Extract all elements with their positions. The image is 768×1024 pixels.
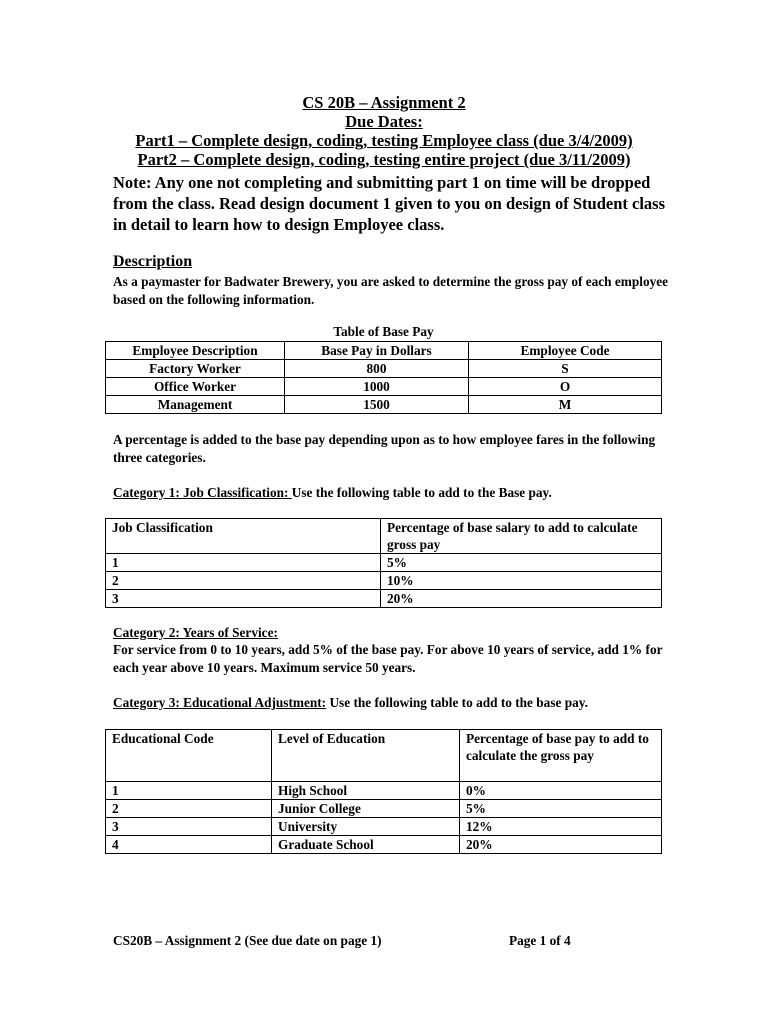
table-cell: Junior College bbox=[272, 800, 460, 818]
table-cell: 1 bbox=[106, 554, 381, 572]
table-header-cell: Employee Description bbox=[106, 342, 285, 360]
table-row bbox=[106, 818, 662, 836]
table-cell: Graduate School bbox=[272, 836, 460, 854]
category2-text: For service from 0 to 10 years, add 5% of the base pay. For above 10 years of service, add 1% for each year above 10 years. Maximum service 50 years. bbox=[113, 642, 663, 675]
table-cell: S bbox=[469, 360, 662, 378]
table-cell: 800 bbox=[285, 360, 469, 378]
course-title: CS 20B – Assignment 2 bbox=[302, 93, 466, 112]
table-cell: 20% bbox=[460, 836, 662, 854]
table-row bbox=[106, 572, 662, 590]
table-header-cell: Employee Code bbox=[469, 342, 662, 360]
table-cell: 10% bbox=[381, 572, 662, 590]
table-header-row bbox=[106, 519, 662, 554]
table-header-cell: Base Pay in Dollars bbox=[285, 342, 469, 360]
table-cell: 0% bbox=[460, 782, 662, 800]
category1-title: Category 1: Job Classification: bbox=[113, 485, 292, 500]
table-row bbox=[106, 836, 662, 854]
base-pay-table bbox=[105, 341, 662, 414]
table-row bbox=[106, 396, 662, 414]
table-header-cell: Educational Code bbox=[106, 730, 272, 782]
table-cell: Office Worker bbox=[106, 378, 285, 396]
table-cell: 2 bbox=[106, 572, 381, 590]
table-header-cell: Percentage of base salary to add to calculate gross pay bbox=[381, 519, 662, 554]
table-header-cell: Job Classification bbox=[106, 519, 381, 554]
table-row bbox=[106, 554, 662, 572]
percentage-intro: A percentage is added to the base pay depending upon as to how employee fares in the following three categories. bbox=[113, 432, 656, 465]
table-row bbox=[106, 360, 662, 378]
table-cell: 3 bbox=[106, 590, 381, 608]
table-cell: 20% bbox=[381, 590, 662, 608]
job-classification-table bbox=[105, 518, 662, 608]
category3-text: Use the following table to add to the base pay. bbox=[326, 695, 589, 710]
table-cell: M bbox=[469, 396, 662, 414]
category3-heading bbox=[113, 694, 588, 712]
table-header-row bbox=[106, 342, 662, 360]
category1-heading bbox=[113, 484, 552, 502]
table-cell: 5% bbox=[460, 800, 662, 818]
table-cell: University bbox=[272, 818, 460, 836]
footer-page-number: Page 1 of 4 bbox=[509, 933, 571, 948]
table-cell: 12% bbox=[460, 818, 662, 836]
description-title: Description bbox=[113, 253, 193, 270]
description-text: As a paymaster for Badwater Brewery, you are asked to determine the gross pay of each employee based on the following information. bbox=[113, 274, 669, 307]
table-cell: 4 bbox=[106, 836, 272, 854]
table-row bbox=[106, 782, 662, 800]
table-row bbox=[106, 800, 662, 818]
table-cell: 1 bbox=[106, 782, 272, 800]
table-cell: 1000 bbox=[285, 378, 469, 396]
table-header-cell: Level of Education bbox=[272, 730, 460, 782]
category2-title: Category 2: Years of Service: bbox=[113, 625, 278, 640]
category1-text: Use the following table to add to the Base pay. bbox=[291, 485, 552, 500]
category2-heading bbox=[113, 624, 278, 642]
table-cell: O bbox=[469, 378, 662, 396]
table-header-cell: Percentage of base pay to add to calculate the gross pay bbox=[460, 730, 662, 782]
education-table bbox=[105, 729, 662, 854]
table-cell: 5% bbox=[381, 554, 662, 572]
part2-due: Part2 – Complete design, coding, testing entire project (due 3/11/2009) bbox=[137, 150, 631, 169]
table-row bbox=[106, 378, 662, 396]
table-cell: 2 bbox=[106, 800, 272, 818]
category3-title: Category 3: Educational Adjustment: bbox=[113, 695, 327, 710]
table-cell: Management bbox=[106, 396, 285, 414]
base-pay-caption: Table of Base Pay bbox=[333, 324, 434, 339]
due-dates-label: Due Dates: bbox=[345, 112, 423, 131]
table-cell: 1500 bbox=[285, 396, 469, 414]
table-cell: 3 bbox=[106, 818, 272, 836]
footer-left: CS20B – Assignment 2 (See due date on page 1) bbox=[113, 933, 382, 948]
table-cell: Factory Worker bbox=[106, 360, 285, 378]
submission-note: Note: Any one not completing and submitting part 1 on time will be dropped from the class. Read design document 1 given to you on design of Student class in detail to learn how to design Employee class. bbox=[113, 173, 666, 234]
part1-due: Part1 – Complete design, coding, testing Employee class (due 3/4/2009) bbox=[135, 131, 633, 150]
table-row bbox=[106, 590, 662, 608]
document-header bbox=[0, 93, 768, 169]
table-header-row bbox=[106, 730, 662, 782]
table-cell: High School bbox=[272, 782, 460, 800]
